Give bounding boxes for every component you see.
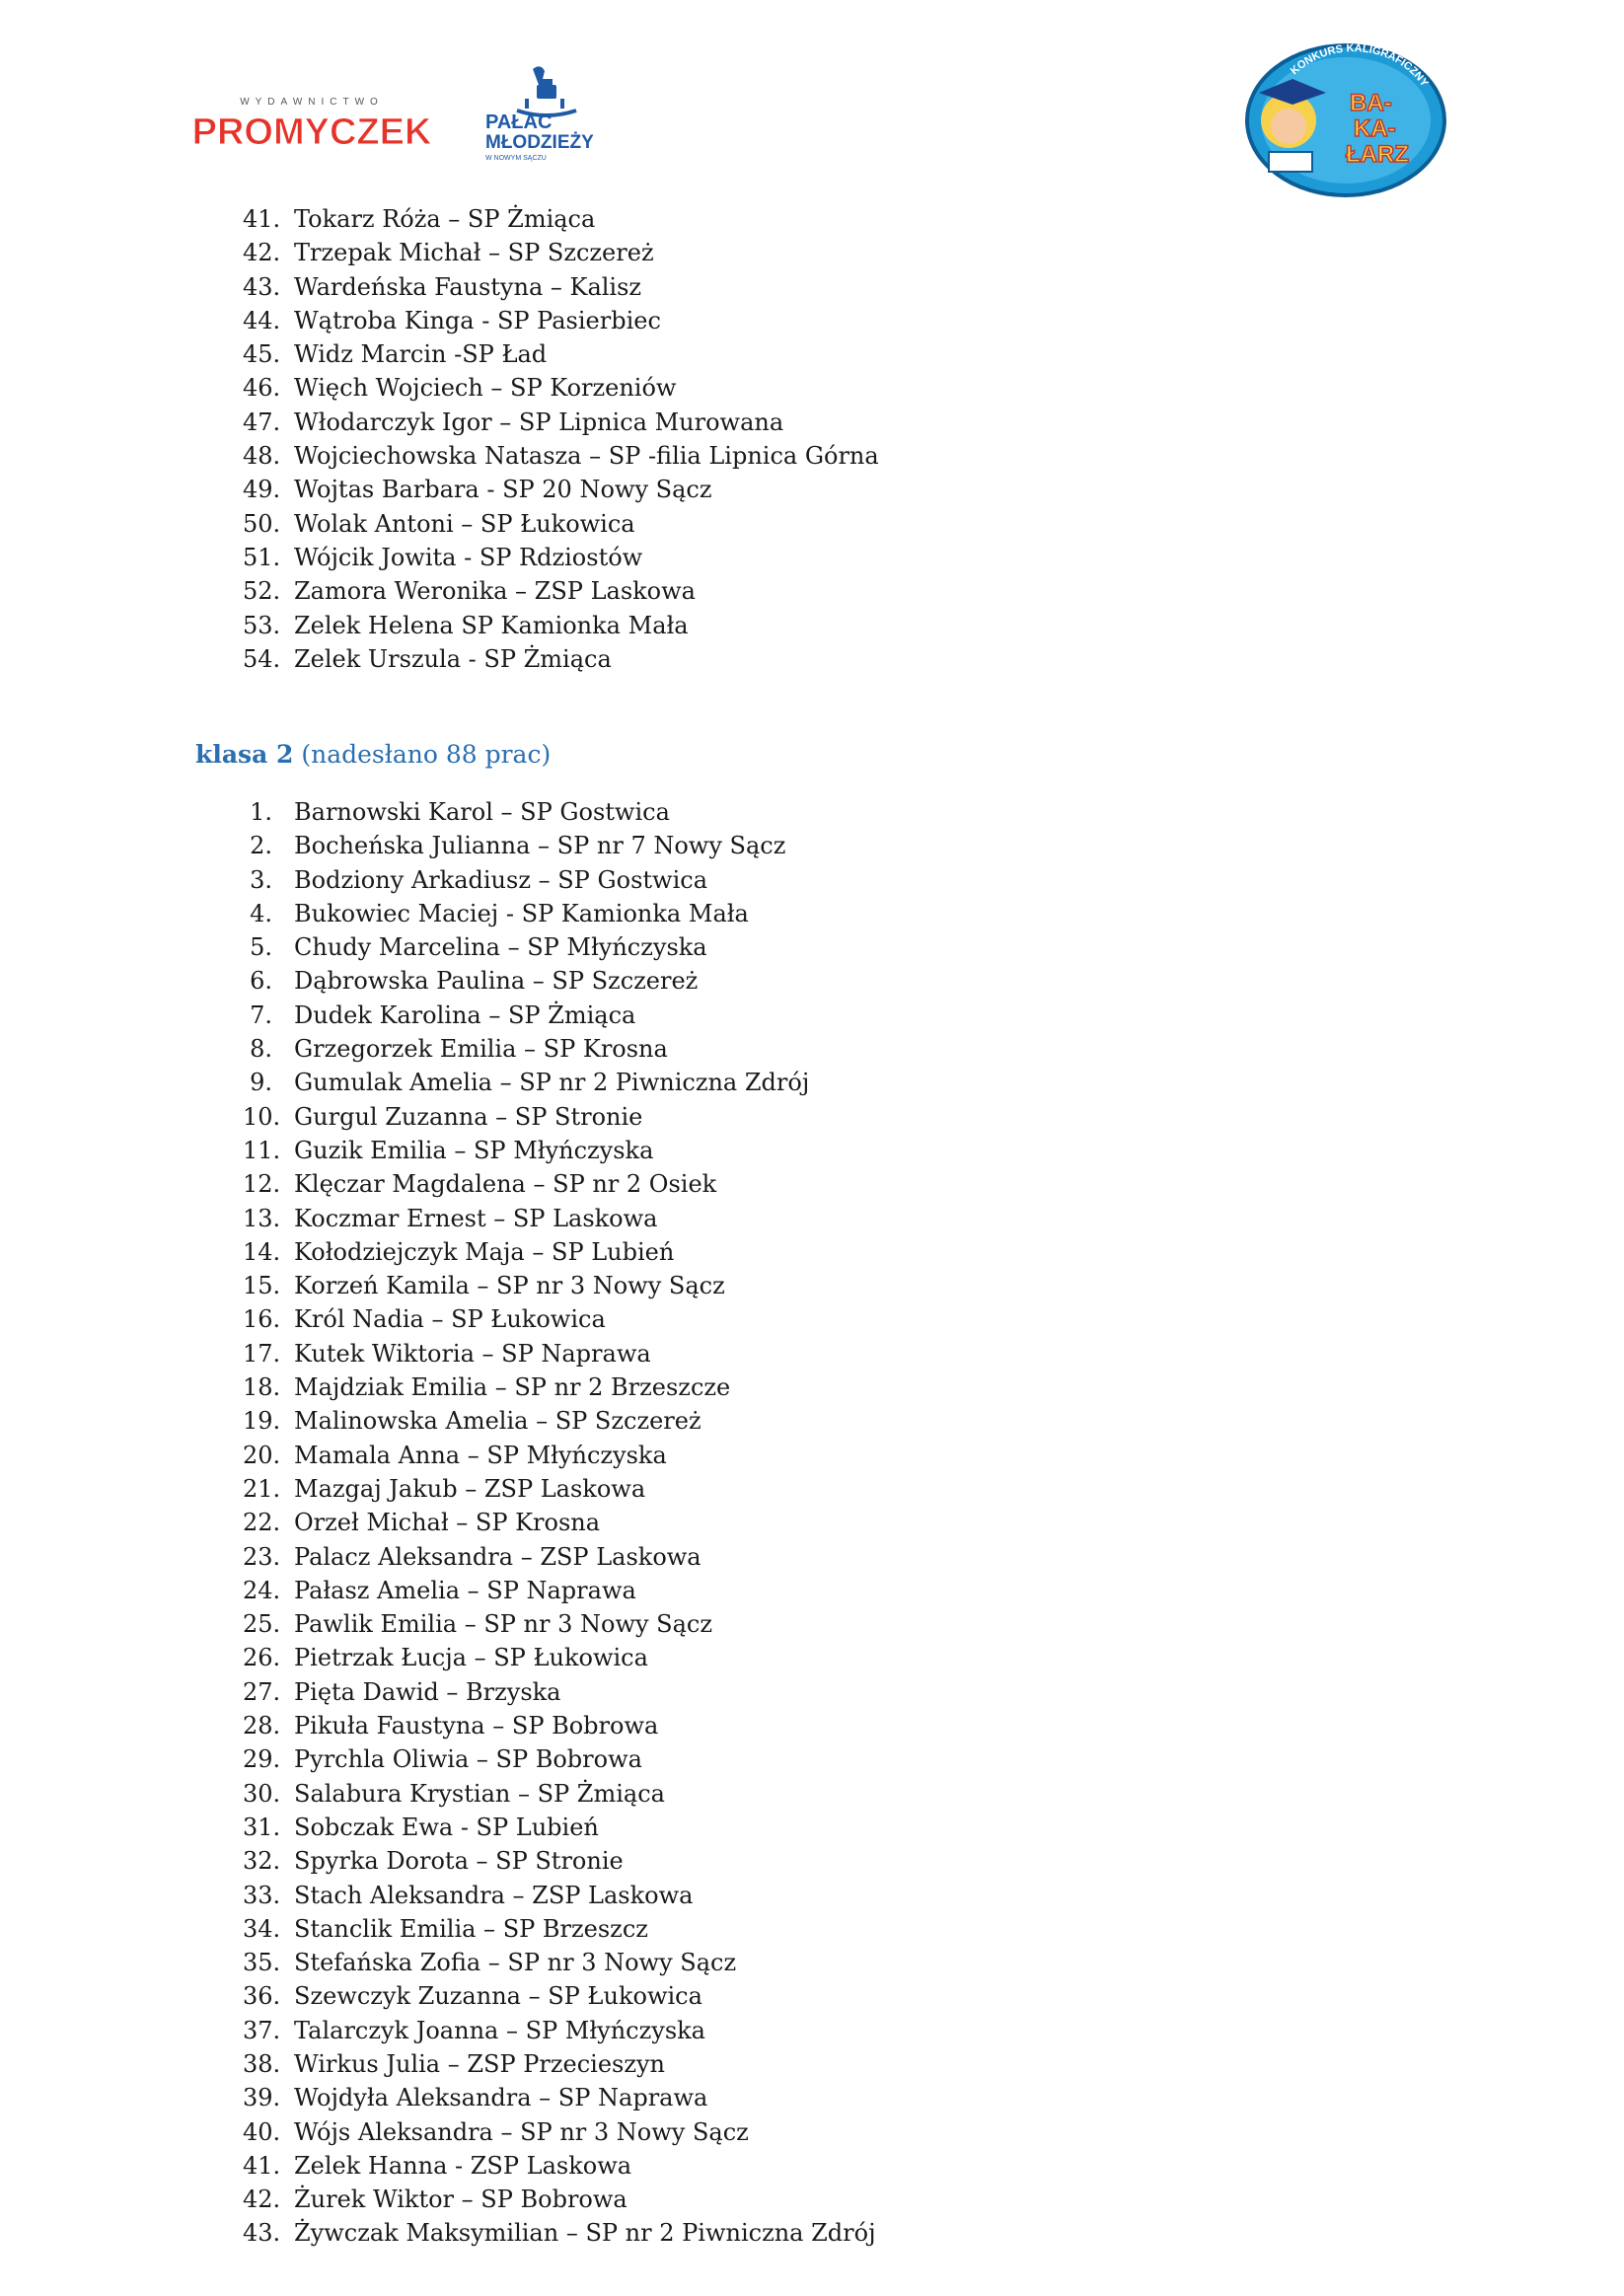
list-item-text: Kołodziejczyk Maja – SP Lubień xyxy=(294,1237,675,1266)
list-item-text: Stach Aleksandra – ZSP Laskowa xyxy=(294,1881,694,1909)
list-item-text: Zelek Hanna - ZSP Laskowa xyxy=(294,2151,632,2180)
list-item-number: 53. xyxy=(243,611,281,639)
list-item-text: Talarczyk Joanna – SP Młyńczyska xyxy=(294,2016,705,2044)
list-item-number: 48. xyxy=(243,442,281,471)
list-item-number: 29. xyxy=(243,1745,281,1774)
list-item-text: Wolak Antoni – SP Łukowica xyxy=(294,509,635,538)
list-item-text: Żurek Wiktor – SP Bobrowa xyxy=(294,2185,627,2214)
bakalarz-text-1: BA- xyxy=(1350,90,1392,116)
list-item-text: Korzeń Kamila – SP nr 3 Nowy Sącz xyxy=(294,1272,725,1300)
list-item-text: Wirkus Julia – ZSP Przecieszyn xyxy=(294,2049,665,2078)
list-item-text: Bocheńska Julianna – SP nr 7 Nowy Sącz xyxy=(294,832,786,860)
list-item-text: Więch Wojciech – SP Korzeniów xyxy=(294,374,677,403)
list-item-number: 43. xyxy=(243,272,281,301)
list-item-number: 13. xyxy=(243,1204,281,1232)
list-item-number: 33. xyxy=(243,1881,281,1909)
list-item-text: Wątroba Kinga - SP Pasierbiec xyxy=(294,306,661,334)
list-item-text: Bukowiec Maciej - SP Kamionka Mała xyxy=(294,899,749,927)
list-item-text: Kutek Wiktoria – SP Naprawa xyxy=(294,1339,651,1368)
list-item-number: 22. xyxy=(243,1509,281,1537)
list-item-text: Król Nadia – SP Łukowica xyxy=(294,1305,606,1334)
list-item-text: Guzik Emilia – SP Młyńczyska xyxy=(294,1136,654,1164)
list-item-text: Zamora Weronika – ZSP Laskowa xyxy=(294,577,696,606)
list-item-number: 34. xyxy=(243,1914,281,1943)
list-item-number: 42. xyxy=(243,2185,281,2214)
list-item-number: 35. xyxy=(243,1949,281,1977)
list-item-text: Gurgul Zuzanna – SP Stronie xyxy=(294,1102,643,1131)
list-item-number: 45. xyxy=(243,340,281,369)
list-item-number: 14. xyxy=(243,1237,281,1266)
palac-logo-line2: MŁODZIEŻY xyxy=(485,132,594,153)
list-item-text: Dudek Karolina – SP Żmiąca xyxy=(294,1000,636,1029)
list-item-text: Pietrzak Łucja – SP Łukowica xyxy=(294,1644,648,1672)
section-heading-note: (nadesłano 88 prac) xyxy=(293,740,552,769)
list-item-number: 37. xyxy=(243,2016,281,2044)
promyczek-logo xyxy=(184,91,440,152)
list-item-text: Spyrka Dorota – SP Stronie xyxy=(294,1847,624,1876)
list-item-number: 52. xyxy=(243,577,281,606)
list-item-number: 30. xyxy=(243,1779,281,1808)
list-item-number: 5. xyxy=(250,933,272,962)
list-item-text: Tokarz Róża – SP Żmiąca xyxy=(294,205,596,233)
list-item-text: Żywczak Maksymilian – SP nr 2 Piwniczna Zdrój xyxy=(294,2219,876,2248)
list-item-number: 19. xyxy=(243,1407,281,1436)
list-item-number: 46. xyxy=(243,374,281,403)
list-item-text: Włodarczyk Igor – SP Lipnica Murowana xyxy=(294,407,784,436)
list-item-text: Wojciechowska Natasza – SP -filia Lipnica Górna xyxy=(294,442,879,471)
list-item-number: 23. xyxy=(243,1542,281,1571)
list-item-text: Dąbrowska Paulina – SP Szczereż xyxy=(294,967,699,996)
list-item-number: 24. xyxy=(243,1576,281,1604)
list-item-text: Wojdyła Aleksandra – SP Naprawa xyxy=(294,2084,708,2112)
section-heading xyxy=(195,738,551,772)
palac-mlodziezy-logo xyxy=(478,63,606,166)
list-item-text: Malinowska Amelia – SP Szczereż xyxy=(294,1407,701,1436)
list-item-text: Wójcik Jowita - SP Rdziostów xyxy=(294,543,643,571)
list-item-number: 39. xyxy=(243,2084,281,2112)
list-item-text: Pyrchla Oliwia – SP Bobrowa xyxy=(294,1745,642,1774)
list-item-number: 21. xyxy=(243,1474,281,1503)
list-item-number: 17. xyxy=(243,1339,281,1368)
list-item-text: Barnowski Karol – SP Gostwica xyxy=(294,798,670,826)
palac-logo-line3: W NOWYM SĄCZU xyxy=(485,155,547,162)
list-item-text: Stefańska Zofia – SP nr 3 Nowy Sącz xyxy=(294,1949,737,1977)
promyczek-logo-small-text: WYDAWNICTWO xyxy=(240,97,384,108)
list-item-number: 50. xyxy=(243,509,281,538)
list-item-text: Wójs Aleksandra – SP nr 3 Nowy Sącz xyxy=(294,2117,749,2146)
list-item-number: 42. xyxy=(243,239,281,267)
list-item-text: Chudy Marcelina – SP Młyńczyska xyxy=(294,933,707,962)
list-item-number: 36. xyxy=(243,1982,281,2011)
bakalarz-badge-logo xyxy=(1235,36,1450,199)
list-item-number: 16. xyxy=(243,1305,281,1334)
list-item-text: Sobczak Ewa - SP Lubień xyxy=(294,1813,599,1841)
list-item-text: Grzegorzek Emilia – SP Krosna xyxy=(294,1035,668,1064)
list-item-number: 51. xyxy=(243,543,281,571)
list-item-number: 8. xyxy=(250,1035,272,1064)
list-item-number: 9. xyxy=(250,1069,272,1097)
bakalarz-arc-text: KONKURS KALIGRAFICZNY xyxy=(1288,42,1431,90)
list-item-number: 47. xyxy=(243,407,281,436)
rocking-horse-icon xyxy=(517,66,576,115)
list-item-number: 25. xyxy=(243,1610,281,1639)
list-item-text: Majdziak Emilia – SP nr 2 Brzeszcze xyxy=(294,1373,731,1402)
bakalarz-text-3: ŁARZ xyxy=(1346,141,1409,168)
list-item-text: Pięta Dawid – Brzyska xyxy=(294,1677,561,1706)
list-item-number: 40. xyxy=(243,2117,281,2146)
list-item-text: Bodziony Arkadiusz – SP Gostwica xyxy=(294,865,708,894)
list-item-text: Trzepak Michał – SP Szczereż xyxy=(294,239,654,267)
list-item-number: 54. xyxy=(243,644,281,673)
list-item-text: Wojtas Barbara - SP 20 Nowy Sącz xyxy=(294,476,712,504)
list-item-number: 27. xyxy=(243,1677,281,1706)
list-item-text: Szewczyk Zuzanna – SP Łukowica xyxy=(294,1982,702,2011)
list-item-text: Widz Marcin -SP Ład xyxy=(294,340,548,369)
list-item-number: 12. xyxy=(243,1170,281,1199)
list-item-number: 2. xyxy=(250,832,272,860)
list-item-text: Mazgaj Jakub – ZSP Laskowa xyxy=(294,1474,646,1503)
list-item-number: 41. xyxy=(243,205,281,233)
list-item-text: Stanclik Emilia – SP Brzeszcz xyxy=(294,1914,648,1943)
list-item-number: 32. xyxy=(243,1847,281,1876)
list-item-number: 18. xyxy=(243,1373,281,1402)
list-item-text: Pałasz Amelia – SP Naprawa xyxy=(294,1576,636,1604)
promyczek-logo-text: PROMYCZEK xyxy=(191,111,432,152)
list-item-number: 1. xyxy=(250,798,272,826)
list-item-number: 28. xyxy=(243,1712,281,1741)
list-item-text: Palacz Aleksandra – ZSP Laskowa xyxy=(294,1542,701,1571)
list-item-text: Zelek Urszula - SP Żmiąca xyxy=(294,644,612,673)
list-item-number: 7. xyxy=(250,1000,272,1029)
list-item-text: Koczmar Ernest – SP Laskowa xyxy=(294,1204,658,1232)
list-item-text: Klęczar Magdalena – SP nr 2 Osiek xyxy=(294,1170,717,1199)
list-item-text: Zelek Helena SP Kamionka Mała xyxy=(294,611,689,639)
list-item-number: 44. xyxy=(243,306,281,334)
bakalarz-text-2: KA- xyxy=(1354,115,1396,142)
list-item-number: 20. xyxy=(243,1441,281,1469)
list-item-number: 26. xyxy=(243,1644,281,1672)
list-item-text: Mamala Anna – SP Młyńczyska xyxy=(294,1441,667,1469)
list-item-number: 11. xyxy=(243,1136,281,1164)
list-item-number: 38. xyxy=(243,2049,281,2078)
list-item-text: Salabura Krystian – SP Żmiąca xyxy=(294,1779,665,1808)
section-heading-class: klasa 2 xyxy=(195,740,294,769)
list-item-text: Pikuła Faustyna – SP Bobrowa xyxy=(294,1712,659,1741)
list-item-number: 4. xyxy=(250,899,272,927)
list-item-number: 10. xyxy=(243,1102,281,1131)
list-item-number: 49. xyxy=(243,476,281,504)
list-item-number: 31. xyxy=(243,1813,281,1841)
palac-logo-line1: PAŁAC xyxy=(485,111,553,133)
list-item-number: 15. xyxy=(243,1272,281,1300)
list-item-number: 43. xyxy=(243,2219,281,2248)
list-item-number: 41. xyxy=(243,2151,281,2180)
list-item-text: Gumulak Amelia – SP nr 2 Piwniczna Zdrój xyxy=(294,1069,810,1097)
list-item-text: Orzeł Michał – SP Krosna xyxy=(294,1509,601,1537)
list-item-number: 3. xyxy=(250,865,272,894)
list-item-text: Wardeńska Faustyna – Kalisz xyxy=(294,272,642,301)
list-item-number: 6. xyxy=(250,967,272,996)
list-item-text: Pawlik Emilia – SP nr 3 Nowy Sącz xyxy=(294,1610,713,1639)
